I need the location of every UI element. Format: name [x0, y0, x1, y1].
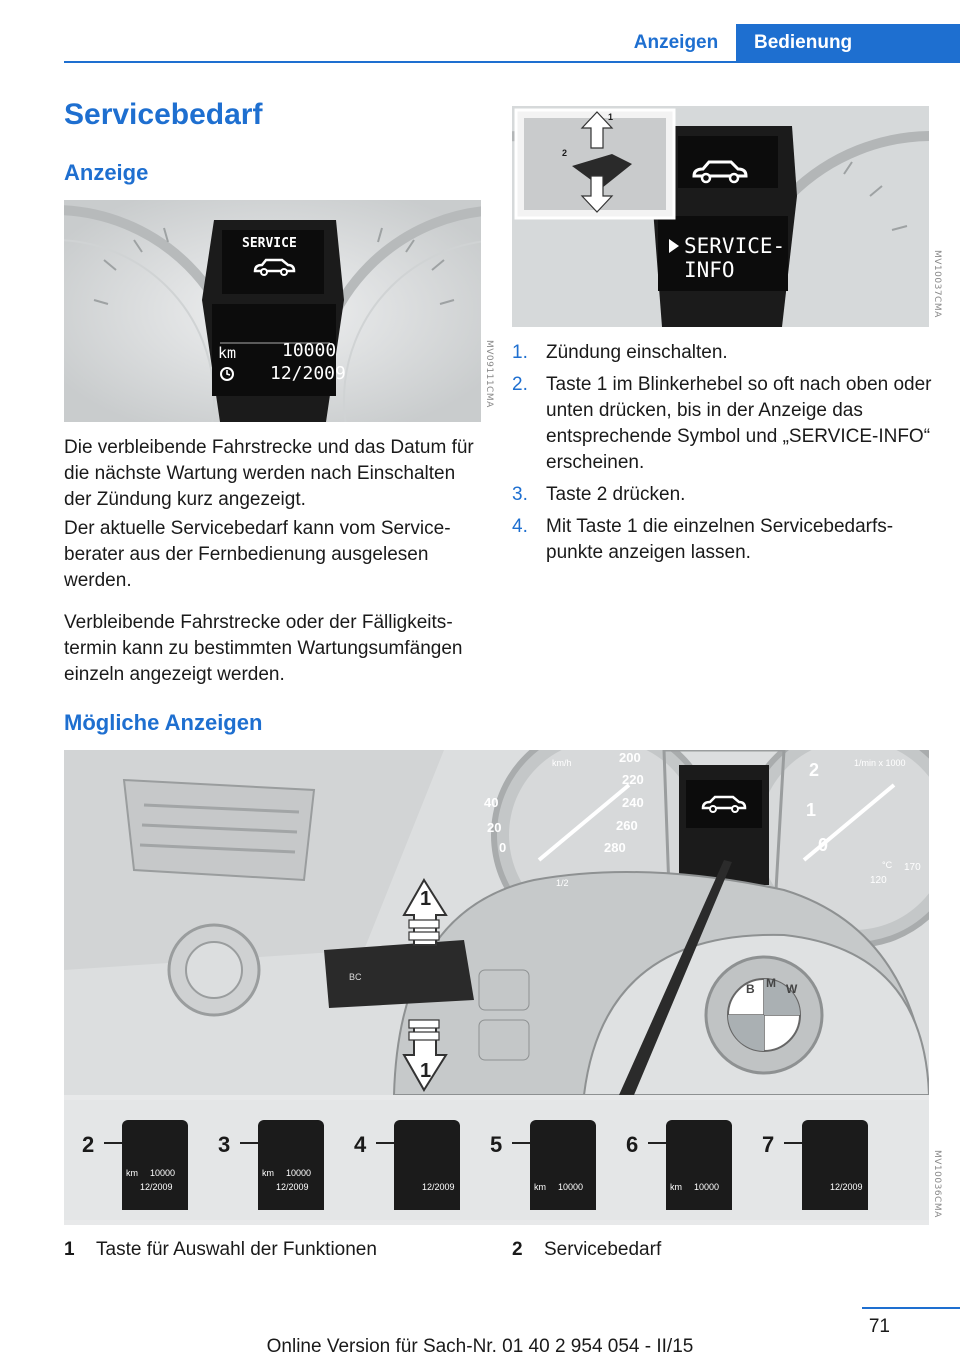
- paragraph-1: Die verbleibende Fahrstrecke und das Datum für die nächste Wartung werden nach Einschalten der Zündung kurz angezeigt.: [64, 437, 474, 510]
- header-rule: [64, 61, 960, 63]
- figure-possible-displays: [64, 750, 929, 1225]
- footer-rule: [862, 1307, 960, 1309]
- icon-number: 5: [490, 1132, 503, 1157]
- fig1-km-unit: km: [218, 344, 237, 362]
- list-item: [512, 340, 932, 366]
- step-number: 4.: [512, 516, 528, 537]
- service-icon-strip: [64, 1100, 929, 1220]
- footer-text: Online Version für Sach-Nr. 01 40 2 954 054 - II/15: [266, 1336, 694, 1357]
- fig3-code: MV10036CMA: [932, 1150, 942, 1218]
- km-label: km: [262, 1168, 274, 1178]
- date-value: 12/2009: [422, 1182, 455, 1192]
- km-label: km: [534, 1182, 546, 1192]
- gauge-unit: 1/min x 1000: [854, 758, 906, 768]
- step-text: Taste 1 im Blinkerhebel so oft nach oben oder unten drücken, bis in der Anzeige das entsprechende Symbol und „SERVICE-INFO“ erscheinen.: [546, 374, 932, 473]
- subtitle-display: Anzeige: [64, 160, 149, 185]
- icon-display: [666, 1120, 732, 1210]
- step-text: Mit Taste 1 die einzelnen Servicebedarfspunkte anzeigen lassen.: [546, 516, 894, 563]
- step-text: Zündung einschalten.: [546, 342, 728, 363]
- paragraph-2: Der aktuelle Servicebedarf kann vom Serviceberater aus der Fernbedienung ausgelesen werden.: [64, 518, 451, 591]
- legend-text: Taste für Auswahl der Funktionen: [96, 1239, 377, 1260]
- lever-label-1: 1: [420, 888, 432, 910]
- gauge-number: 20: [487, 820, 502, 835]
- icon-number: 4: [354, 1132, 367, 1157]
- lever-arrows: [572, 110, 622, 214]
- fig2-button-2-label: 2: [562, 148, 568, 158]
- gauge-number: 220: [622, 772, 644, 787]
- list-item: [512, 482, 932, 508]
- page-title: Servicebedarf: [64, 98, 263, 131]
- logo-letter: M: [766, 976, 776, 990]
- figure-service-display: [64, 200, 481, 422]
- legend-text: Servicebedarf: [544, 1239, 662, 1260]
- car-icon: [700, 794, 748, 814]
- gauge-unit: °C: [882, 860, 893, 870]
- gauge-number: 0: [499, 840, 507, 855]
- icon-number: 7: [762, 1132, 775, 1157]
- legend-number: 2: [512, 1239, 523, 1260]
- km-value: 10000: [694, 1182, 720, 1192]
- icon-display: [122, 1120, 188, 1210]
- fig2-info-label: INFO: [684, 258, 735, 282]
- icon-number: 2: [82, 1132, 95, 1157]
- gauge-number: 2: [809, 760, 820, 780]
- car-icon: [252, 257, 296, 277]
- lever-label-1-lower: 1: [420, 1060, 432, 1082]
- gauge-number: 1: [806, 800, 817, 820]
- triangle-right-icon: [668, 238, 680, 254]
- date-value: 12/2009: [830, 1182, 863, 1192]
- list-item: [512, 514, 932, 566]
- gauge-number: 240: [622, 795, 644, 810]
- logo-letter: B: [746, 982, 755, 996]
- instruction-steps: [512, 340, 932, 572]
- date-value: 12/2009: [140, 1182, 173, 1192]
- gauge-number: 260: [616, 818, 638, 833]
- car-icon: [690, 158, 750, 184]
- clock-icon: [219, 366, 235, 382]
- km-value: 10000: [558, 1182, 584, 1192]
- km-label: km: [670, 1182, 682, 1192]
- icon-number: 3: [218, 1132, 231, 1157]
- date-value: 12/2009: [276, 1182, 309, 1192]
- fig2-code: MV10037CMA: [932, 250, 942, 318]
- fig2-service-label: SERVICE- INFO: [684, 234, 786, 282]
- fig2-button-1-label: 1: [608, 112, 614, 122]
- fig1-date-value: 12/2009: [270, 363, 346, 384]
- gauge-number: 280: [604, 840, 626, 855]
- gauge-number: 40: [484, 795, 499, 810]
- header-tab-bedienung[interactable]: Bedienung: [736, 24, 960, 62]
- legend-number: 1: [64, 1239, 75, 1260]
- fig1-service-label: SERVICE: [242, 236, 297, 251]
- header-tab-anzeigen[interactable]: Anzeigen: [633, 32, 719, 53]
- subtitle-possible: Mögliche Anzeigen: [64, 710, 263, 735]
- gauge-number: 0: [818, 835, 829, 855]
- gauge-unit: 1/2: [556, 878, 569, 888]
- icon-display: [258, 1120, 324, 1210]
- icon-number: 6: [626, 1132, 639, 1157]
- km-label: km: [126, 1168, 138, 1178]
- figure-service-info: [512, 106, 929, 327]
- lever-bc-label: BC: [349, 972, 362, 982]
- logo-letter: W: [786, 982, 798, 996]
- gauge-unit: km/h: [552, 758, 572, 768]
- legend-item-1: [64, 1237, 377, 1263]
- step-number: 2.: [512, 374, 528, 395]
- step-text: Taste 2 drücken.: [546, 484, 686, 505]
- km-value: 10000: [286, 1168, 312, 1178]
- icon-display: [394, 1120, 460, 1210]
- step-number: 1.: [512, 342, 528, 363]
- km-value: 10000: [150, 1168, 176, 1178]
- fig1-code: MV09111CMA: [484, 340, 494, 408]
- page-number: 71: [868, 1316, 890, 1337]
- gauge-number: 200: [619, 750, 641, 765]
- icon-display: [802, 1120, 868, 1210]
- list-item: [512, 372, 932, 476]
- icon-display: [530, 1120, 596, 1210]
- gauge-number: 170: [904, 862, 921, 873]
- paragraph-3: Verbleibende Fahrstrecke oder der Fälligkeitstermin kann zu bestimmten Wartungsumfängen einzeln angezeigt werden.: [64, 612, 463, 685]
- fig1-km-value: 10000: [282, 340, 337, 361]
- step-number: 3.: [512, 484, 528, 505]
- legend-item-2: [512, 1237, 661, 1263]
- gauge-number: 120: [870, 875, 887, 886]
